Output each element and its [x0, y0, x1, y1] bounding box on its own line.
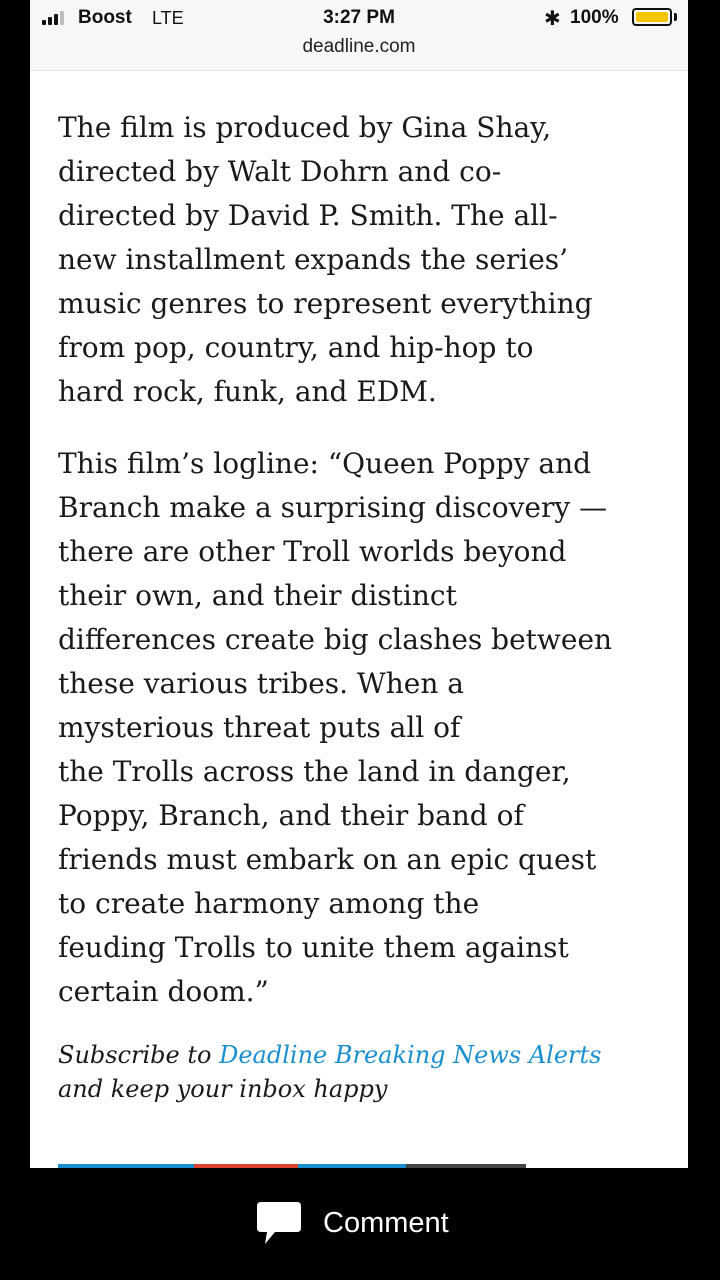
article-line: their own, and their distinct [58, 579, 457, 612]
speech-bubble-icon [255, 1200, 303, 1246]
status-bar [30, 0, 688, 71]
subscribe-prefix: Subscribe to [58, 1041, 220, 1069]
article-line: the Trolls across the land in danger, [58, 755, 571, 788]
article-line: to create harmony among the [58, 887, 480, 920]
browser-screen [30, 0, 688, 1168]
comment-label: Comment [323, 1206, 449, 1239]
article-line: This film’s logline: “Queen Poppy and [58, 447, 592, 480]
article-line: directed by Walt Dohrn and co- [58, 155, 502, 188]
battery-tip [674, 13, 677, 21]
article-line: from pop, country, and hip-hop to [58, 331, 534, 364]
article-line: hard rock, funk, and EDM. [58, 375, 437, 408]
article-line: mysterious threat puts all of [58, 711, 461, 744]
bluetooth-icon: ✱ [544, 8, 561, 30]
subscribe-suffix: and keep your inbox happy [58, 1075, 388, 1103]
network-type: LTE [152, 8, 184, 28]
article-line: Poppy, Branch, and their band of [58, 799, 524, 832]
breaking-news-alerts-link[interactable]: Deadline Breaking News Alerts [219, 1041, 602, 1069]
battery-icon [632, 8, 672, 26]
comment-button[interactable] [255, 1200, 449, 1246]
address-bar-url[interactable]: deadline.com [302, 36, 416, 57]
article-line: directed by David P. Smith. The all- [58, 199, 558, 232]
article-line: feuding Trolls to unite them against [58, 931, 569, 964]
subscribe-promo [58, 1038, 668, 1106]
battery-percent: 100% [570, 7, 619, 28]
article-paragraph-logline [58, 442, 658, 1014]
article-line: there are other Troll worlds beyond [58, 535, 567, 568]
article-line: certain doom.” [58, 975, 269, 1008]
article-line: music genres to represent everything [58, 287, 593, 320]
battery-level [636, 12, 668, 22]
article-line: these various tribes. When a [58, 667, 464, 700]
article-line: differences create big clashes between [58, 623, 613, 656]
article-line: friends must embark on an epic quest [58, 843, 597, 876]
article-paragraph-production [58, 106, 658, 414]
article-line: new installment expands the series’ [58, 243, 569, 276]
clock: 3:27 PM [323, 7, 395, 28]
carrier-name: Boost [78, 7, 132, 28]
article-line: The film is produced by Gina Shay, [58, 111, 552, 144]
article-line: Branch make a surprising discovery — [58, 491, 608, 524]
